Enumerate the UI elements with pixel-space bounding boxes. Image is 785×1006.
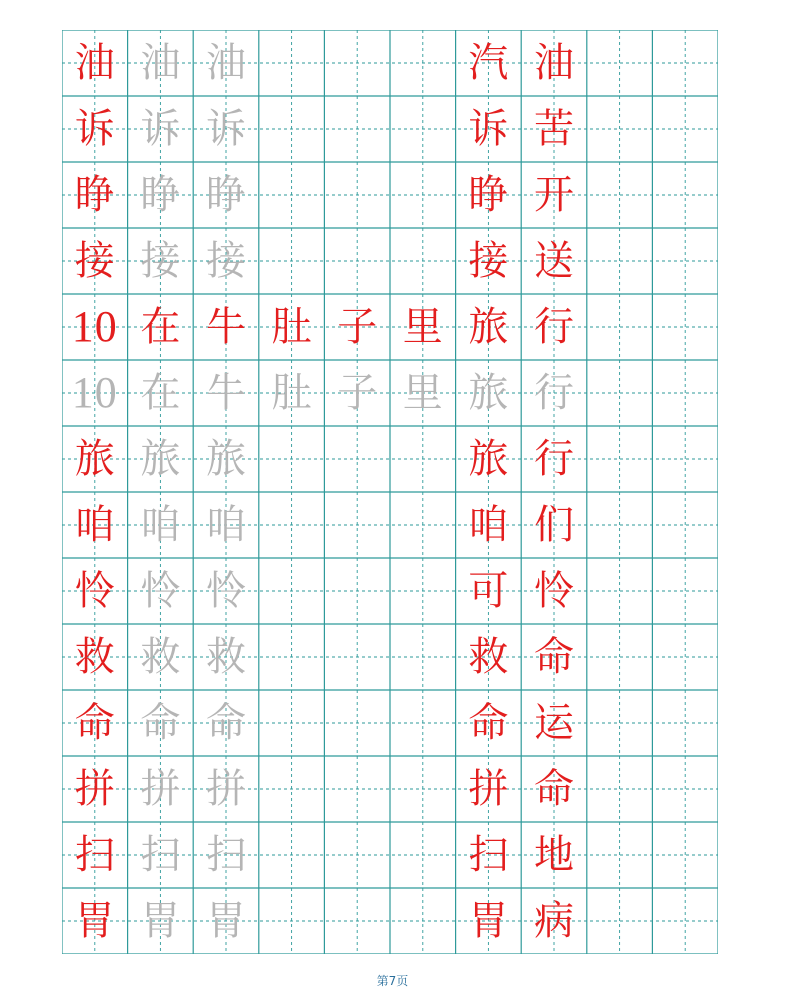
trace-character: 在 (140, 370, 181, 416)
trace-character: 子 (337, 370, 378, 416)
model-character: 救 (468, 634, 509, 680)
model-character: 苦 (533, 106, 574, 152)
model-character: 行 (533, 304, 574, 350)
trace-character: 睁 (205, 172, 246, 218)
model-character: 睁 (468, 172, 509, 218)
model-character: 接 (468, 238, 509, 284)
trace-character: 旅 (205, 436, 246, 482)
model-character: 们 (533, 502, 574, 548)
trace-character: 睁 (140, 172, 181, 218)
model-character: 10 (71, 302, 118, 351)
model-character: 里 (402, 304, 443, 350)
model-character: 扫 (468, 832, 509, 878)
model-character: 在 (140, 304, 181, 350)
character-cells (62, 30, 718, 954)
trace-character: 命 (205, 700, 246, 746)
model-character: 旅 (468, 304, 509, 350)
model-character: 怜 (74, 568, 115, 614)
trace-character: 怜 (140, 568, 181, 614)
model-character: 肚 (271, 304, 312, 350)
trace-character: 咱 (205, 502, 246, 548)
model-character: 救 (74, 634, 115, 680)
model-character: 地 (533, 832, 574, 878)
trace-character: 接 (205, 238, 246, 284)
trace-character: 接 (140, 238, 181, 284)
model-character: 送 (533, 238, 574, 284)
trace-character: 咱 (140, 502, 181, 548)
trace-character: 诉 (205, 106, 246, 152)
trace-character: 牛 (205, 370, 246, 416)
model-character: 睁 (74, 172, 115, 218)
trace-character: 命 (140, 700, 181, 746)
model-character: 命 (533, 634, 574, 680)
model-character: 诉 (468, 106, 509, 152)
trace-character: 怜 (205, 568, 246, 614)
model-character: 油 (74, 40, 115, 86)
trace-character: 旅 (140, 436, 181, 482)
model-character: 拼 (468, 766, 509, 812)
model-character: 咱 (74, 502, 115, 548)
trace-character: 拼 (140, 766, 181, 812)
model-character: 可 (468, 568, 509, 614)
trace-character: 肚 (271, 370, 312, 416)
trace-character: 诉 (140, 106, 181, 152)
trace-character: 扫 (140, 832, 181, 878)
trace-character: 里 (402, 370, 443, 416)
trace-character: 拼 (205, 766, 246, 812)
trace-character: 油 (140, 40, 181, 86)
model-character: 子 (337, 304, 378, 350)
trace-character: 救 (205, 634, 246, 680)
trace-character: 胃 (205, 898, 246, 944)
model-character: 行 (533, 436, 574, 482)
model-character: 诉 (74, 106, 115, 152)
model-character: 接 (74, 238, 115, 284)
model-character: 开 (533, 172, 574, 218)
model-character: 油 (533, 40, 574, 86)
model-character: 牛 (205, 304, 246, 350)
model-character: 胃 (468, 898, 509, 944)
trace-character: 救 (140, 634, 181, 680)
trace-character: 扫 (205, 832, 246, 878)
model-character: 胃 (74, 898, 115, 944)
trace-character: 胃 (140, 898, 181, 944)
trace-character: 油 (205, 40, 246, 86)
model-character: 拼 (74, 766, 115, 812)
model-character: 旅 (468, 436, 509, 482)
model-character: 汽 (468, 40, 509, 86)
model-character: 命 (533, 766, 574, 812)
trace-character: 行 (533, 370, 574, 416)
model-character: 咱 (468, 502, 509, 548)
model-character: 命 (74, 700, 115, 746)
model-character: 旅 (74, 436, 115, 482)
practice-grid-sheet (62, 30, 718, 954)
page-number: 第7页 (376, 974, 409, 988)
model-character: 运 (533, 700, 574, 746)
model-character: 命 (468, 700, 509, 746)
model-character: 怜 (533, 568, 574, 614)
trace-character: 旅 (468, 370, 509, 416)
model-character: 扫 (74, 832, 115, 878)
trace-character: 10 (71, 368, 118, 417)
model-character: 病 (533, 898, 574, 944)
